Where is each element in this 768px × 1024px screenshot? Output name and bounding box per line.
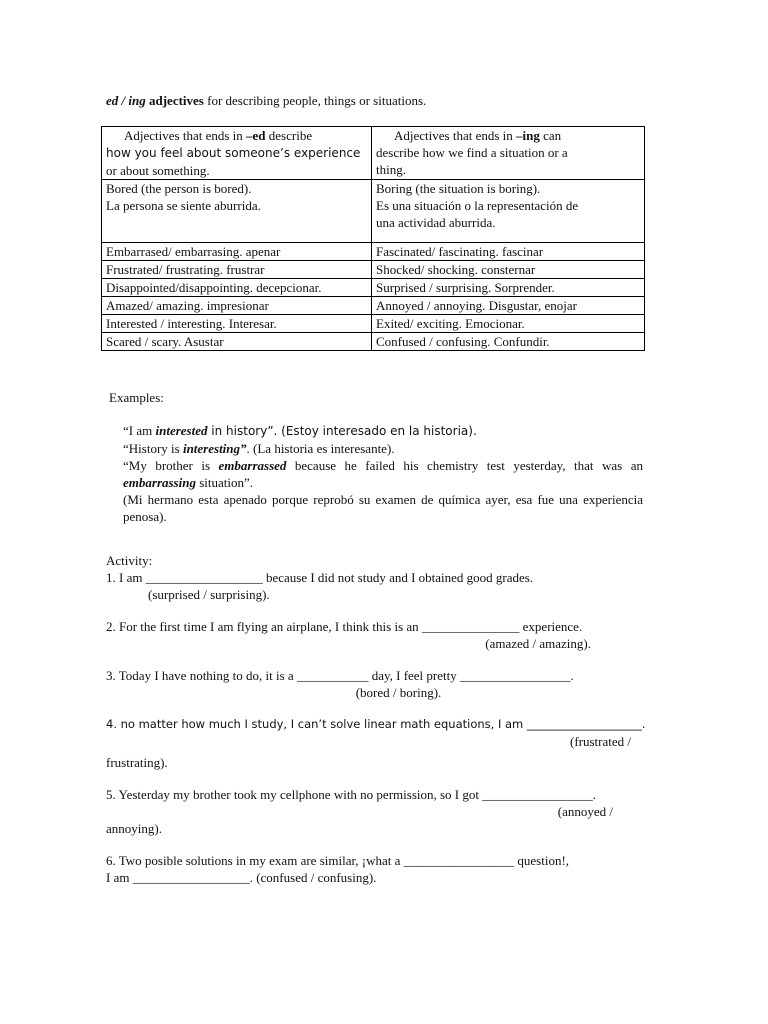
example-2-emph: interesting”	[182, 441, 247, 456]
activity-block	[106, 552, 651, 886]
table-cell-ing: Surprised / surprising. Sorprender.	[372, 279, 645, 297]
header-ing-line3: thing.	[376, 162, 406, 177]
table-row	[102, 315, 645, 333]
adjectives-table	[101, 126, 645, 351]
activity-title: Activity:	[106, 553, 153, 568]
example-2-text: “History is	[123, 441, 183, 456]
table-row	[102, 243, 645, 261]
table-cell-ing: Annoyed / annoying. Disgustar, enojar	[372, 297, 645, 315]
activity-question-2: 2. For the first time I am flying an airplane, I think this is an _______________ experience.	[106, 619, 583, 634]
table-cell-ed: Frustrated/ frustrating. frustrar	[102, 261, 372, 279]
table-cell-ing: Shocked/ shocking. consternar	[372, 261, 645, 279]
header-ed-text: Adjectives that ends in	[124, 128, 247, 143]
example-3-emph: embarrassed	[218, 458, 287, 473]
table-row	[102, 297, 645, 315]
activity-hint-1: (surprised / surprising).	[148, 587, 270, 602]
header-ing-line2: describe how we find a situation or a	[376, 145, 568, 160]
activity-question-3: 3. Today I have nothing to do, it is a ___________ day, I feel pretty _________________.	[106, 668, 574, 683]
example-2-rest: . (La historia es interesante).	[246, 441, 395, 456]
activity-hint-5b: annoying).	[106, 821, 162, 836]
example-1-rest: in history”. (Estoy interesado en la historia).	[207, 424, 477, 438]
header-ing-suffix: –ing	[516, 128, 540, 143]
example-1-text: “I am	[123, 423, 156, 438]
example-3	[123, 457, 643, 491]
table-cell-ed: Amazed/ amazing. impresionar	[102, 297, 372, 315]
header-ing-cell	[372, 127, 645, 180]
table-row-bored	[102, 180, 645, 243]
example-1	[123, 422, 643, 440]
bored-left-line2: La persona se siente aburrida.	[106, 198, 261, 213]
example-3-rest: situation”.	[195, 475, 254, 490]
examples-title: Examples:	[109, 390, 164, 405]
activity-hint-3: (bored / boring).	[355, 685, 442, 700]
example-3-mid: because he failed his chemistry test yesterday, that was an	[286, 458, 643, 473]
header-ed-suffix: –ed	[246, 128, 266, 143]
page-heading	[106, 93, 426, 109]
table-cell-ed: Disappointed/disappointing. decepcionar.	[102, 279, 372, 297]
table-row	[102, 279, 645, 297]
table-row	[102, 333, 645, 351]
example-3-emph2: embarrassing	[123, 475, 196, 490]
example-2	[123, 440, 643, 457]
table-cell-ing: Confused / confusing. Confundir.	[372, 333, 645, 351]
table-cell-ing: Exited/ exciting. Emocionar.	[372, 315, 645, 333]
header-ing-text: Adjectives that ends in	[394, 128, 517, 143]
activity-hint-4b: frustrating).	[106, 755, 168, 770]
activity-hint-2: (amazed / amazing).	[485, 636, 591, 651]
activity-question-1: 1. I am __________________ because I did not study and I obtained good grades.	[106, 570, 534, 585]
table-cell-ed: Scared / scary. Asustar	[102, 333, 372, 351]
heading-adjectives: adjectives	[145, 93, 204, 108]
activity-hint-5: (annoyed /	[557, 804, 613, 819]
examples-block	[123, 422, 643, 525]
activity-question-6-line2: I am __________________. (confused / confusing).	[106, 870, 377, 885]
bored-right-line3: una actividad aburrida.	[376, 215, 496, 230]
activity-hint-4: (frustrated /	[569, 734, 631, 749]
example-3-text: “My brother is	[123, 458, 219, 473]
table-cell-ed: Embarrased/ embarrasing. apenar	[102, 243, 372, 261]
header-ed-line2: how you feel about someone’s experience	[106, 146, 361, 160]
bored-left-line1: Bored (the person is bored).	[106, 181, 252, 196]
bored-left-cell	[102, 180, 372, 243]
example-1-emph: interested	[155, 423, 208, 438]
bored-right-line1: Boring (the situation is boring).	[376, 181, 541, 196]
table-header-row	[102, 127, 645, 180]
activity-question-6: 6. Two posible solutions in my exam are similar, ¡what a _________________ question!,	[106, 853, 570, 868]
header-ed-cell	[102, 127, 372, 180]
bored-right-cell	[372, 180, 645, 243]
table-cell-ing: Fascinated/ fascinating. fascinar	[372, 243, 645, 261]
bored-right-line2: Es una situación o la representación de	[376, 198, 579, 213]
header-ing-text2: can	[539, 128, 562, 143]
heading-rest: for describing people, things or situations.	[203, 93, 427, 108]
header-ed-line3: or about something.	[106, 163, 210, 178]
heading-suffixes: ed / ing	[106, 93, 146, 108]
table-cell-ed: Interested / interesting. Interesar.	[102, 315, 372, 333]
activity-question-5: 5. Yesterday my brother took my cellphone with no permission, so I got _________________.	[106, 787, 596, 802]
activity-question-4: 4. no matter how much I study, I can’t solve linear math equations, I am ____________________.	[106, 717, 646, 731]
example-4: (Mi hermano esta apenado porque reprobó su examen de química ayer, esa fue una experiencia penosa).	[123, 492, 643, 524]
table-row	[102, 261, 645, 279]
header-ed-text2: describe	[265, 128, 313, 143]
